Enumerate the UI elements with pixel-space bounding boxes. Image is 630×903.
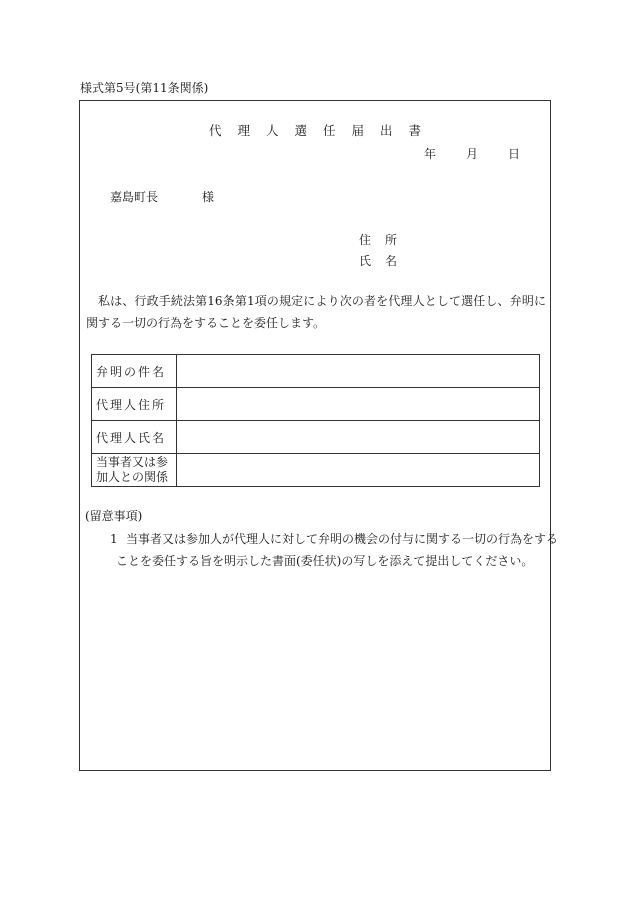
note-line: ことを委任する旨を明示した書面(委任状)の写しを添えて提出してください。 — [116, 554, 534, 568]
applicant-address — [359, 231, 397, 248]
row-label: 代理人住所 — [92, 388, 177, 421]
form-title — [80, 121, 550, 139]
title-char: 理 — [237, 123, 250, 138]
row-value[interactable] — [177, 355, 540, 388]
title-char: 届 — [351, 123, 364, 138]
date-year: 年 — [423, 147, 436, 161]
notes-heading: (留意事項) — [85, 509, 143, 523]
row-label: 弁明の件名 — [92, 355, 177, 388]
date-line — [424, 145, 520, 162]
title-char: 代 — [208, 123, 222, 138]
row-label: 代理人氏名 — [92, 421, 177, 454]
address-label-char: 住 — [359, 233, 372, 247]
note-line: 当事者又は参加人が代理人に対して弁明の機会の付与に関する一切の行為をする — [126, 532, 559, 546]
addressee-honorific: 様 — [202, 190, 215, 204]
title-char: 書 — [408, 123, 421, 138]
form-frame — [79, 100, 559, 771]
title-char: 人 — [265, 123, 279, 138]
address-label-char: 所 — [385, 233, 398, 247]
table-row — [92, 388, 540, 421]
row-value[interactable] — [177, 454, 540, 487]
info-table — [91, 354, 540, 487]
name-label-char: 名 — [385, 254, 398, 268]
date-day: 日 — [507, 147, 520, 161]
body-text: 私は、行政手続法第16条第1項の規定により次の者を代理人として選任し、弁明に関する一切の行為をすることを委任します。 — [86, 294, 546, 330]
table-row — [92, 421, 540, 454]
row-label: 当事者又は参加人との関係 — [92, 454, 177, 487]
table-row — [92, 454, 540, 487]
row-value[interactable] — [177, 421, 540, 454]
addressee-name: 嘉島町長 — [110, 190, 159, 204]
title-char: 任 — [322, 123, 336, 138]
row-value[interactable] — [177, 388, 540, 421]
form-number: 様式第5号(第11条関係) — [80, 81, 209, 95]
note-number: 1 — [110, 532, 118, 546]
date-month: 月 — [465, 147, 478, 161]
title-char: 選 — [294, 123, 307, 138]
note-item — [110, 528, 559, 572]
title-char: 出 — [379, 123, 393, 138]
addressee — [110, 188, 214, 205]
table-row — [92, 355, 540, 388]
applicant-name — [359, 252, 397, 269]
name-label-char: 氏 — [359, 254, 372, 268]
